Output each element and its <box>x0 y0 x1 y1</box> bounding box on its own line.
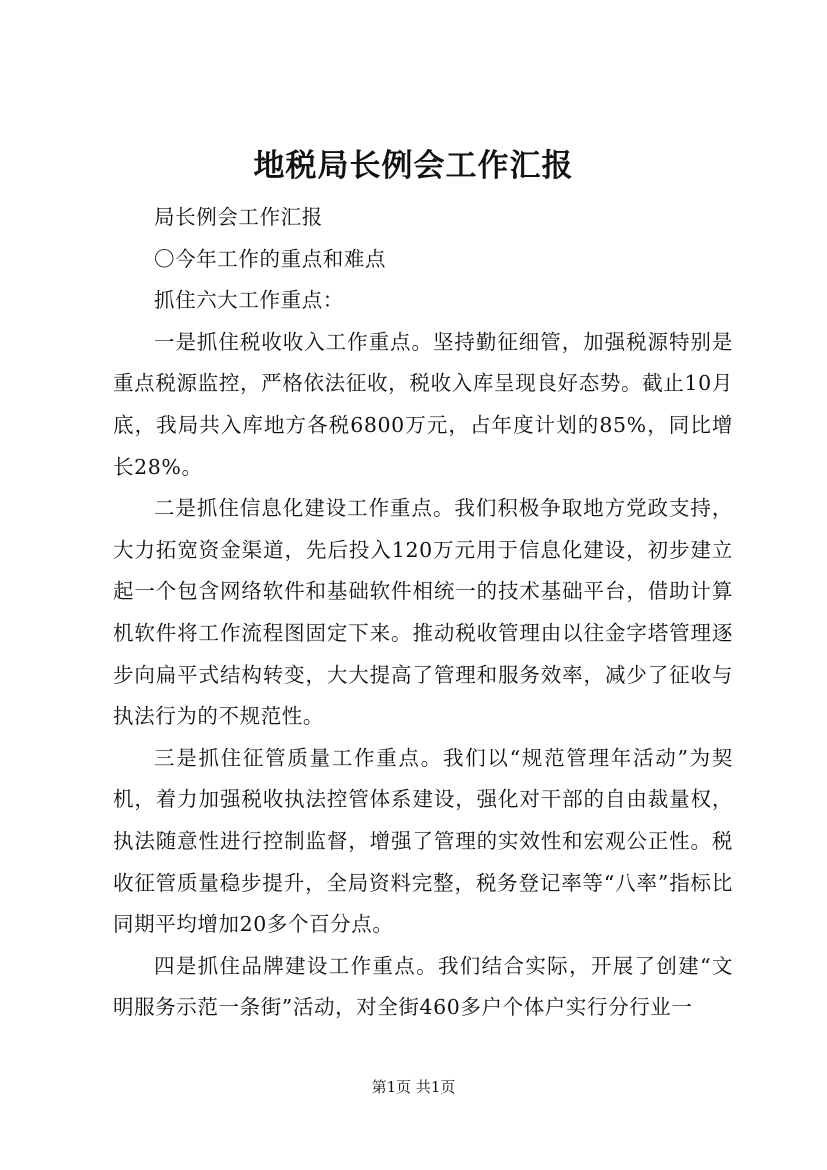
paragraph-section-heading: 〇今年工作的重点和难点 <box>154 246 387 271</box>
paragraph-point-2: 二是抓住信息化建设工作重点。我们积极争取地方党政支持，大力拓宽资金渠道，先后投入120万元用于信息化建设，初步建立起一个包含网络软件和基础软件相统一的技术基础平台，借助计算机软件将工作流程图固定下来。推动税收管理由以往金字塔管理逐步向扁平式结构转变，大大提高了管理和服务效率，减少了征收与执法行为的不规范性。 <box>113 496 733 729</box>
paragraph-point-1: 一是抓住税收收入工作重点。坚持勤征细管，加强税源特别是重点税源监控，严格依法征收，税收入库呈现良好态势。截止10月底，我局共入库地方各税6800万元，占年度计划的85%，同比增长28%。 <box>113 329 733 479</box>
paragraph-point-4: 四是抓住品牌建设工作重点。我们结合实际，开展了创建“文明服务示范一条街”活动，对全街460多户个体户实行分行业一 <box>113 953 733 1020</box>
document-title: 地税局长例会工作汇报 <box>253 148 574 184</box>
paragraph-intro: 抓住六大工作重点： <box>154 288 344 313</box>
page-number-footer: 第1页 共1页 <box>371 1078 456 1096</box>
paragraph-point-3: 三是抓住征管质量工作重点。我们以“规范管理年活动”为契机，着力加强税收执法控管体系建设，强化对干部的自由裁量权，执法随意性进行控制监督，增强了管理的实效性和宏观公正性。税收征管质量稳步提升，全局资料完整，税务登记率等“八率”指标比同期平均增加20多个百分点。 <box>113 745 733 937</box>
paragraph-heading: 局长例会工作汇报 <box>154 205 323 229</box>
document-body <box>113 197 733 1029</box>
